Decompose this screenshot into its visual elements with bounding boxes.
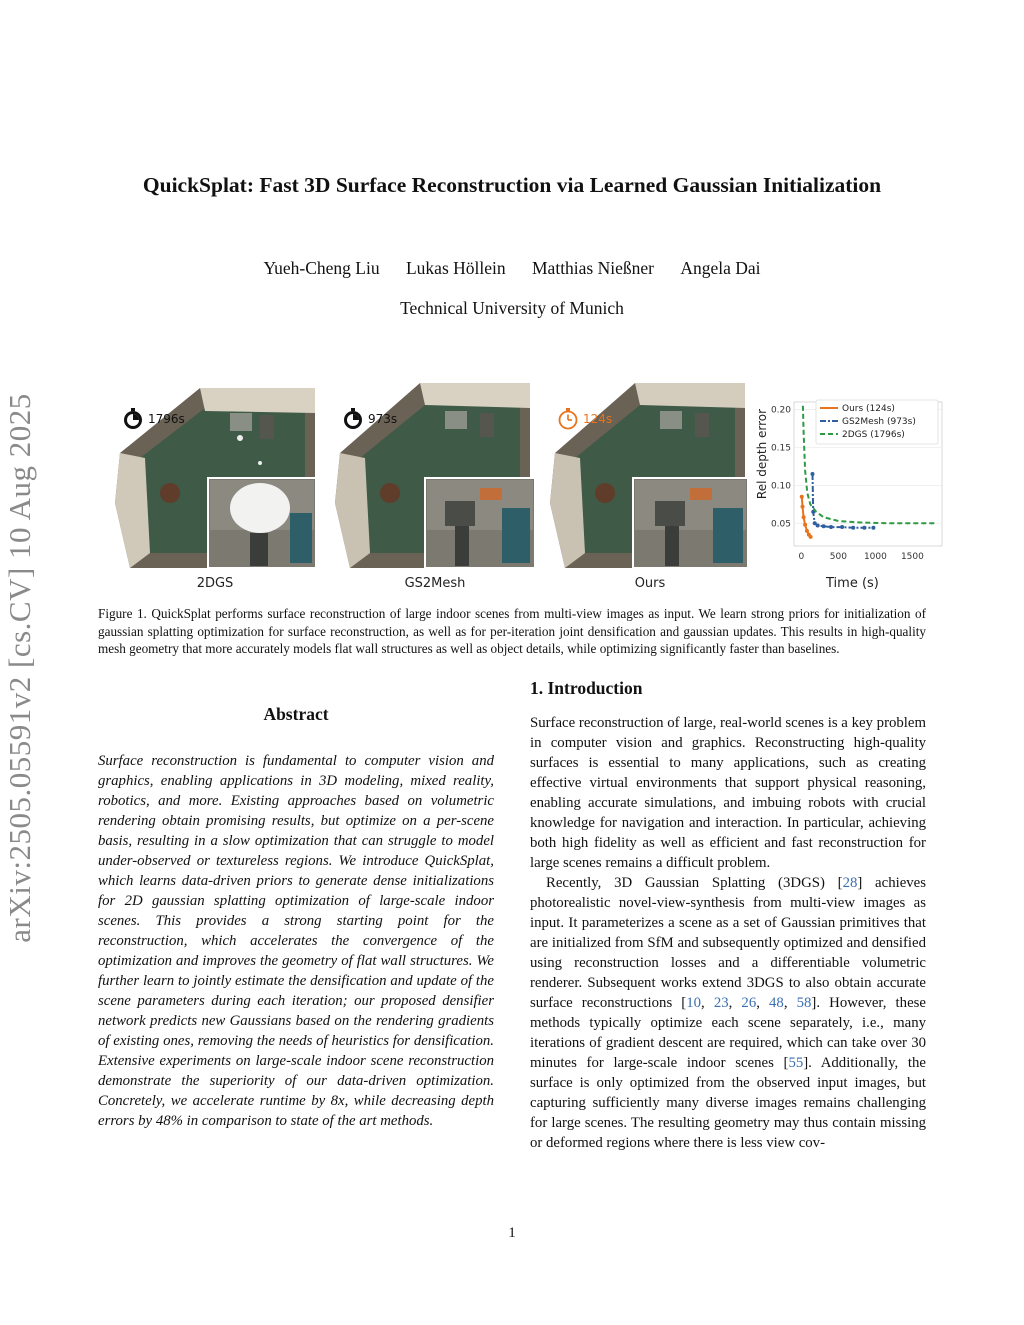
text-run: , bbox=[701, 995, 714, 1011]
x-tick-label: 1500 bbox=[900, 552, 924, 562]
text-run: Recently, 3D Gaussian Splatting (3DGS) [ bbox=[546, 875, 843, 891]
paragraph bbox=[530, 873, 926, 1153]
data-point bbox=[802, 515, 806, 519]
citation-link[interactable]: 26 bbox=[741, 995, 757, 1011]
intro-body bbox=[530, 713, 926, 1153]
x-axis-label-text: Time (s) bbox=[826, 576, 879, 591]
legend-entry: 2DGS (1796s) bbox=[842, 430, 905, 440]
citation-link[interactable]: 58 bbox=[796, 995, 812, 1011]
text-run: ] achieves photorealistic novel-view-synthesis from multi-view images as input. It parameterizes a scene as a set of Gaussian primitives that are initialized from SfM and subsequently optimized and densified using reconstruction losses and a differentiable volumetric renderer. Subsequent works extend 3DGS to also obtain accurate surface reconstructions [ bbox=[530, 875, 926, 1011]
data-point bbox=[851, 526, 855, 530]
runtime-timer bbox=[342, 408, 397, 430]
figure-caption: Figure 1. QuickSplat performs surface reconstruction of large indoor scenes from multi-view images as input. We learn strong priors for initialization of gaussian splatting optimization for surface reconstruction, as well as for per-iteration joint densification and gaussian updates. This results in high-quality mesh geometry that more accurately models flat wall structures as well as object details, while optimizing significantly faster than baselines. bbox=[98, 606, 926, 656]
runtime-value: 973s bbox=[368, 412, 398, 426]
legend-entry: GS2Mesh (973s) bbox=[842, 417, 916, 427]
runtime-value: 1796s bbox=[148, 412, 185, 426]
series-line bbox=[813, 474, 874, 528]
paper-title: QuickSplat: Fast 3D Surface Reconstruction via Learned Gaussian Initialization bbox=[142, 173, 882, 197]
data-point bbox=[816, 524, 820, 528]
author-name: Matthias Nießner bbox=[532, 258, 654, 278]
data-point bbox=[862, 526, 866, 530]
abstract-text: Surface reconstruction is fundamental to computer vision and graphics, enabling applications in 3D modeling, mixed reality, robotics, and more. Existing approaches based on volumetric rendering obtain promising results, but optimize on a per-scene basis, resulting in a slow optimization that can struggle to model under-observed or textureless regions. We introduce QuickSplat, which learns data-driven priors to generate dense initializations for 2D gaussian splatting optimization of large-scale indoor scenes. This provides a strong starting point for the reconstruction, which accelerates the convergence of the optimization and improves the geometry of flat wall structures. We further learn to jointly estimate the densification and update of the scene parameters during each iteration; our proposed densifier network predicts new Gaussians based on the rendering gradients of existing ones, removing the needs of heuristics for densification. Extensive experiments on large-scale indoor scene reconstruction demonstrate the superiority of our data-driven optimization. Concretely, we accelerate runtime by 8x, while decreasing depth errors by 48% in comparison to state of the art methods. bbox=[98, 753, 494, 1129]
y-tick-label: 0.20 bbox=[770, 405, 791, 416]
y-tick-label: 0.10 bbox=[770, 481, 791, 492]
panel-label: 2DGS bbox=[196, 576, 234, 591]
x-tick-label: 0 bbox=[798, 552, 805, 562]
runtime-timer bbox=[122, 408, 185, 430]
stopwatch-icon bbox=[342, 408, 364, 430]
author-list bbox=[0, 258, 1024, 279]
text-run: ]. Additionally, the surface is only optimized from the observed input images, but capturing sufficiently many diverse images remains challenging for large scenes. The resulting geometry may thus contain missing or deformed regions where there is less view cov- bbox=[530, 1055, 926, 1151]
data-point bbox=[803, 523, 807, 527]
panel-label: GS2Mesh bbox=[404, 576, 466, 591]
citation-link[interactable]: 48 bbox=[769, 995, 784, 1011]
chart-svg bbox=[754, 384, 944, 572]
y-tick-label: 0.15 bbox=[770, 443, 791, 454]
stopwatch-icon bbox=[122, 408, 144, 430]
affiliation: Technical University of Munich bbox=[400, 298, 624, 318]
y-axis-label: Rel depth error bbox=[755, 408, 769, 500]
citation-link[interactable]: 28 bbox=[842, 875, 858, 891]
data-point bbox=[801, 505, 805, 509]
data-point bbox=[871, 526, 875, 530]
data-point bbox=[822, 524, 826, 528]
panel-label: Ours bbox=[634, 576, 666, 591]
data-point bbox=[829, 525, 833, 529]
author-name: Lukas Höllein bbox=[405, 258, 506, 278]
data-point bbox=[809, 535, 813, 539]
data-point bbox=[805, 529, 809, 533]
x-tick-label: 1000 bbox=[863, 552, 887, 562]
author-name: Yueh-Cheng Liu bbox=[263, 258, 380, 278]
y-tick-label: 0.05 bbox=[770, 519, 791, 530]
text-run: , bbox=[756, 995, 770, 1011]
abstract-heading: Abstract bbox=[263, 704, 329, 724]
page-number: 1 bbox=[508, 1225, 516, 1241]
section-heading: 1. Introduction bbox=[530, 678, 643, 698]
data-point bbox=[840, 525, 844, 529]
data-point bbox=[811, 472, 815, 476]
runtime-timer bbox=[557, 408, 612, 430]
text-run: , bbox=[783, 995, 797, 1011]
text-run: ]. However, these methods typically optimize each scene separately, i.e., many iterations of gradient descent are required, which can take over 30 minutes for large-scale indoor scenes [ bbox=[530, 995, 926, 1071]
legend-entry: Ours (124s) bbox=[842, 404, 895, 414]
citation-link[interactable]: 10 bbox=[686, 995, 702, 1011]
runtime-value: 124s bbox=[583, 412, 613, 426]
citation-link[interactable]: 55 bbox=[788, 1055, 804, 1071]
author-name: Angela Dai bbox=[680, 258, 761, 278]
text-run: , bbox=[728, 995, 742, 1011]
stopwatch-icon bbox=[557, 408, 579, 430]
data-point bbox=[800, 495, 804, 499]
depth-error-chart bbox=[754, 384, 944, 572]
arxiv-stamp: arXiv:2505.05591v2 [cs.CV] 10 Aug 2025 bbox=[2, 393, 37, 943]
citation-link[interactable]: 23 bbox=[713, 995, 729, 1011]
paragraph: Surface reconstruction of large, real-world scenes is a key problem in computer vision and graphics. Reconstructing high-quality surfaces is essential to many applications, such as creating effective virtual environments that support physical reasoning, enabling accurate simulations, and imbuing robots with crucial knowledge for navigation and interaction. In particular, achieving both high fidelity as well as efficient and fast reconstruction for large scenes remains a difficult problem. bbox=[530, 715, 926, 871]
x-tick-label: 500 bbox=[829, 552, 847, 562]
